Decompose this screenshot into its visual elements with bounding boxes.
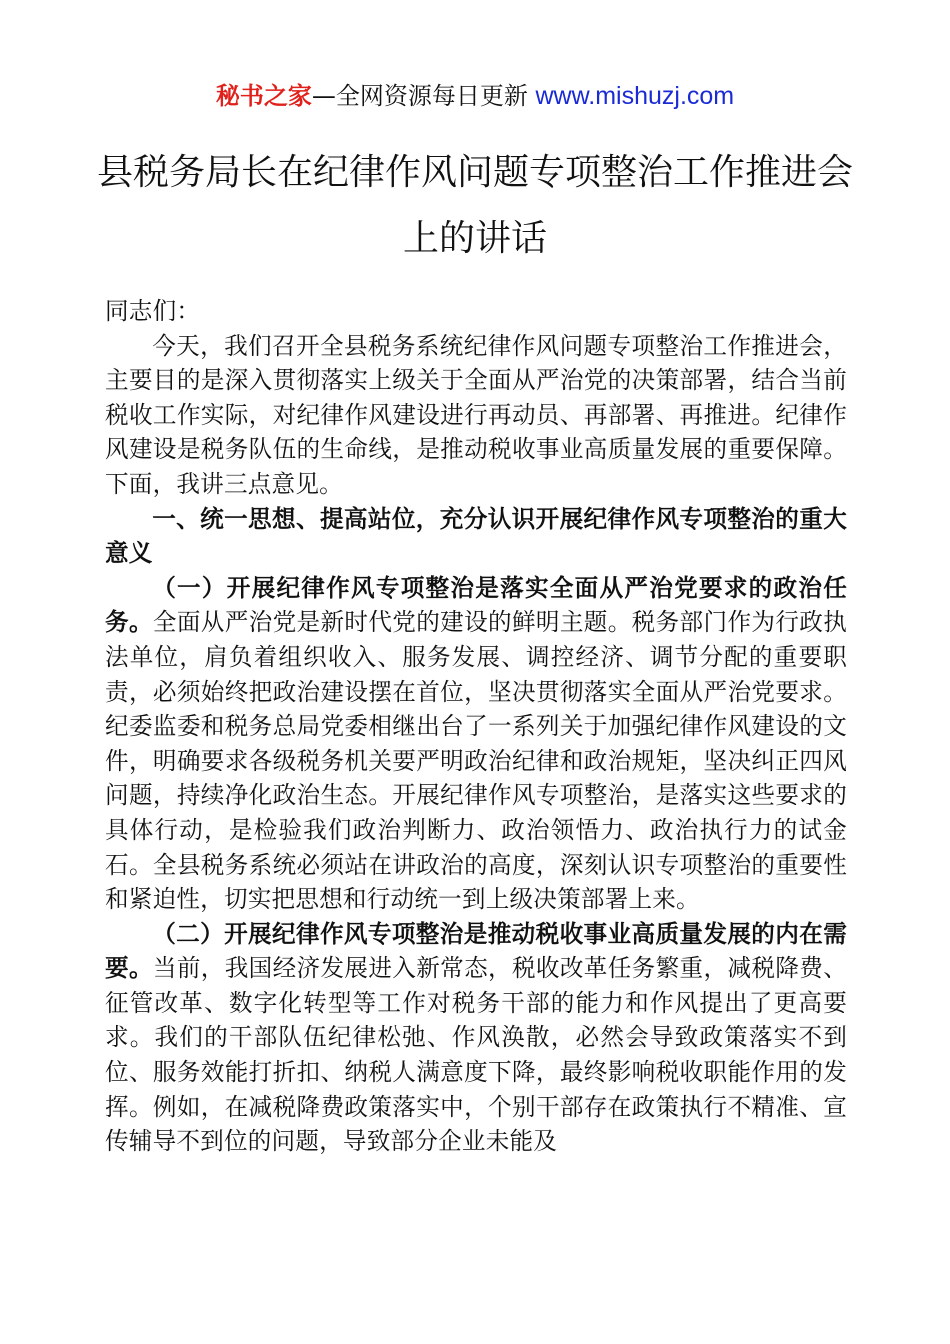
intro-paragraph: 今天，我们召开全县税务系统纪律作风问题专项整治工作推进会，主要目的是深入贯彻落实上级关于全面从严治党的决策部署，结合当前税收工作实际，对纪律作风建设进行再动员、再部署、再推进。纪律作风建设是税务队伍的生命线，是推动税收事业高质量发展的重要保障。下面，我讲三点意见。 <box>105 331 847 498</box>
document-title: 县税务局长在纪律作风问题专项整治工作推进会上的讲话 <box>96 152 853 259</box>
salutation: 同志们： <box>105 297 201 325</box>
subsection-heading-1: （一）开展纪律作风专项整治是落实全面从严治党要求的政治任务。 <box>105 573 847 637</box>
site-link[interactable]: www.mishuzj.com <box>535 82 735 110</box>
header-slogan: —全网资源每日更新 <box>311 82 536 110</box>
section-heading-1: 一、统一思想、提高站位，充分认识开展纪律作风专项整治的重大意义 <box>105 504 847 568</box>
subsection-paragraph-1 <box>105 571 847 917</box>
subsection-heading-2: （二）开展纪律作风专项整治是推动税收事业高质量发展的内在需要。 <box>105 919 847 983</box>
document-body <box>105 294 847 1159</box>
site-header <box>0 80 950 112</box>
subsection-paragraph-2 <box>105 917 847 1159</box>
subsection-body-2: 当前，我国经济发展进入新常态，税收改革任务繁重，减税降费、征管改革、数字化转型等工作对税务干部的能力和作风提出了更高要求。我们的干部队伍纪律松弛、作风涣散，必然会导致政策落实不到位、服务效能打折扣、纳税人满意度下降，最终影响税收职能作用的发挥。例如，在减税降费政策落实中，个别干部存在政策执行不精准、宣传辅导不到位的问题，导致部分企业未能及 <box>105 954 847 1156</box>
subsection-body-1: 全面从严治党是新时代党的建设的鲜明主题。税务部门作为行政执法单位，肩负着组织收入、服务发展、调控经济、调节分配的重要职责，必须始终把政治建设摆在首位，坚决贯彻落实全面从严治党要求。纪委监委和税务总局党委相继出台了一系列关于加强纪律作风建设的文件，明确要求各级税务机关要严明政治纪律和政治规矩，坚决纠正四风问题，持续净化政治生态。开展纪律作风专项整治，是落实这些要求的具体行动，是检验我们政治判断力、政治领悟力、政治执行力的试金石。全县税务系统必须站在讲政治的高度，深刻认识专项整治的重要性和紧迫性，切实把思想和行动统一到上级决策部署上来。 <box>105 608 847 914</box>
brand-name: 秘书之家 <box>215 82 312 110</box>
